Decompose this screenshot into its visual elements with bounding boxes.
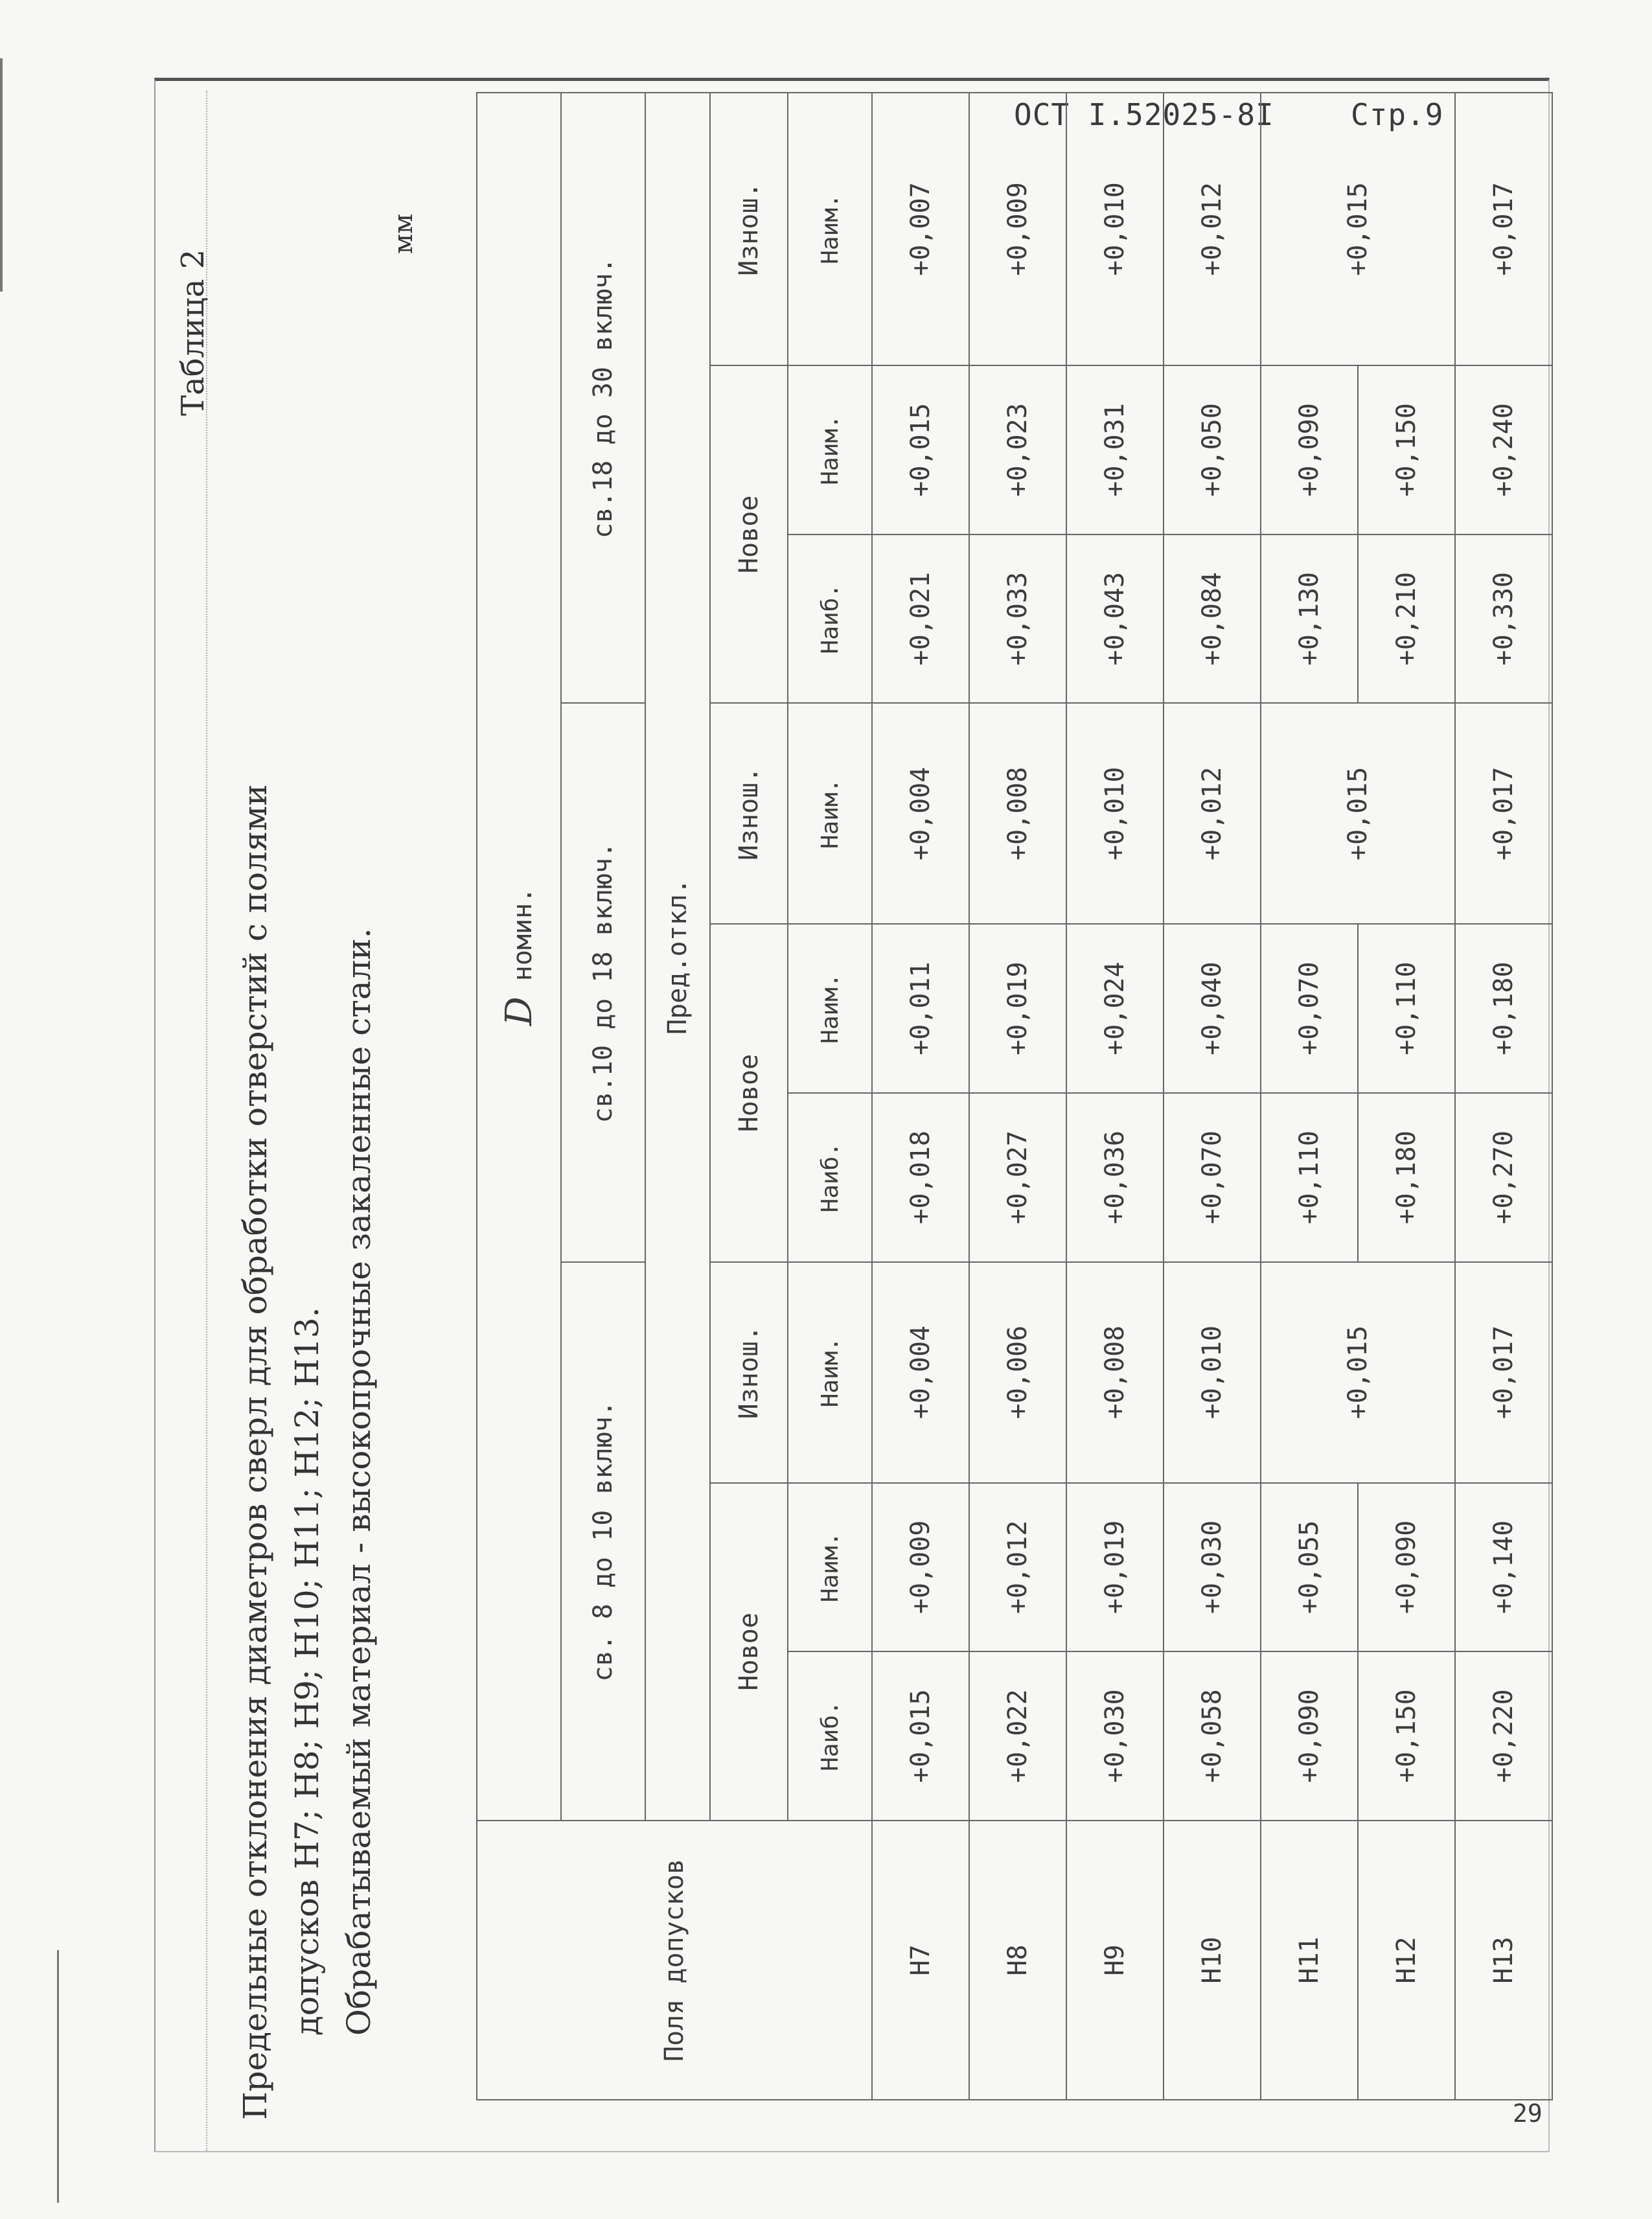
field-cell: Н8	[969, 1821, 1066, 2100]
header-naib: Наиб.	[788, 1651, 872, 1821]
header-novoe-1: Новое	[710, 1483, 788, 1821]
value-cell: +0,018	[872, 1093, 969, 1262]
field-cell: Н10	[1164, 1821, 1261, 2100]
header-naim: Наим.	[788, 703, 872, 924]
field-cell: Н7	[872, 1821, 969, 2100]
value-cell: +0,010	[1066, 703, 1164, 924]
caption-line-3: Обрабатываемый материал - высокопрочные закаленные стали.	[340, 928, 378, 2036]
value-cell: +0,130	[1261, 535, 1358, 704]
header-iznosh-2: Изнош.	[710, 703, 788, 924]
value-cell: +0,070	[1164, 1093, 1261, 1262]
value-cell: +0,023	[969, 365, 1066, 535]
value-cell: +0,007	[872, 93, 969, 365]
value-cell: +0,012	[1164, 703, 1261, 924]
value-cell: +0,150	[1358, 1651, 1455, 1821]
scan-edge-mark	[57, 1950, 59, 2203]
value-cell: +0,027	[969, 1093, 1066, 1262]
standard-designation: ОСТ I.52025-8I	[1014, 97, 1274, 132]
field-cell: Н13	[1455, 1821, 1552, 2100]
header-iznosh-1: Изнош.	[710, 1262, 788, 1483]
scan-edge-mark	[0, 58, 3, 292]
value-cell: +0,017	[1455, 703, 1552, 924]
value-cell: +0,009	[872, 1483, 969, 1652]
header-naib: Наиб.	[788, 535, 872, 704]
value-cell: +0,010	[1066, 93, 1164, 365]
value-cell: +0,030	[1164, 1483, 1261, 1652]
value-cell: +0,040	[1164, 924, 1261, 1093]
value-cell: +0,031	[1066, 365, 1164, 535]
value-cell: +0,180	[1455, 924, 1552, 1093]
d-symbol: D	[498, 996, 540, 1026]
field-cell: Н11	[1261, 1821, 1358, 2100]
header-novoe-3: Новое	[710, 365, 788, 703]
table-row	[1261, 93, 1358, 2100]
header-tolerance-fields: Поля допусков	[477, 1821, 872, 2100]
value-cell: +0,008	[1066, 1262, 1164, 1483]
value-cell: +0,050	[1164, 365, 1261, 535]
header-range-3: св.18 до 30 включ.	[561, 93, 645, 703]
value-cell: +0,220	[1455, 1651, 1552, 1821]
value-cell: +0,110	[1261, 1093, 1358, 1262]
header-range-2: св.10 до 18 включ.	[561, 703, 645, 1261]
value-cell: +0,019	[969, 924, 1066, 1093]
header-d-nominal	[477, 93, 561, 1821]
tolerance-table	[476, 92, 1553, 2100]
d-label: номин.	[507, 887, 538, 982]
table-row	[969, 93, 1066, 2100]
value-cell: +0,021	[872, 535, 969, 704]
header-naim: Наим.	[788, 93, 872, 365]
page-number: 29	[1513, 2099, 1543, 2128]
value-cell: +0,036	[1066, 1093, 1164, 1262]
value-cell: +0,043	[1066, 535, 1164, 704]
header-iznosh-3: Изнош.	[710, 93, 788, 365]
caption-line-2: допусков Н7; Н8; Н9; Н10; Н11; Н12; Н13.	[288, 1307, 326, 2036]
table-row	[1066, 93, 1164, 2100]
value-cell: +0,009	[969, 93, 1066, 365]
value-cell: +0,012	[969, 1483, 1066, 1652]
value-cell-merged: +0,015	[1261, 93, 1455, 365]
value-cell: +0,090	[1261, 365, 1358, 535]
header-naim: Наим.	[788, 924, 872, 1093]
rotated-table-block	[113, 53, 1539, 2165]
header-range-1: св. 8 до 10 включ.	[561, 1262, 645, 1821]
value-cell: +0,004	[872, 703, 969, 924]
value-cell: +0,055	[1261, 1483, 1358, 1652]
value-cell: +0,270	[1455, 1093, 1552, 1262]
value-cell: +0,240	[1455, 365, 1552, 535]
value-cell: +0,011	[872, 924, 969, 1093]
value-cell-merged: +0,015	[1261, 1262, 1455, 1483]
field-cell: Н9	[1066, 1821, 1164, 2100]
value-cell: +0,150	[1358, 365, 1455, 535]
value-cell: +0,140	[1455, 1483, 1552, 1652]
value-cell: +0,110	[1358, 924, 1455, 1093]
value-cell: +0,070	[1261, 924, 1358, 1093]
unit-label: мм	[389, 213, 419, 254]
table-row	[1455, 93, 1552, 2100]
value-cell: +0,024	[1066, 924, 1164, 1093]
caption-line-1: Предельные отклонения диаметров сверл для обработки отверстий с полями	[236, 784, 274, 2120]
value-cell: +0,004	[872, 1262, 969, 1483]
header-naim: Наим.	[788, 1483, 872, 1652]
header-naib: Наиб.	[788, 1093, 872, 1262]
value-cell: +0,330	[1455, 535, 1552, 704]
page-label: Стр.9	[1351, 97, 1444, 132]
value-cell: +0,019	[1066, 1483, 1164, 1652]
value-cell: +0,058	[1164, 1651, 1261, 1821]
table-number: Таблица 2	[175, 249, 211, 416]
value-cell: +0,017	[1455, 1262, 1552, 1483]
header-naim: Наим.	[788, 365, 872, 535]
value-cell-merged: +0,015	[1261, 703, 1455, 924]
value-cell: +0,180	[1358, 1093, 1455, 1262]
value-cell: +0,006	[969, 1262, 1066, 1483]
table-row	[872, 93, 969, 2100]
value-cell: +0,010	[1164, 1262, 1261, 1483]
header-pred-otkl: Пред.откл.	[645, 93, 710, 1821]
table-row	[1164, 93, 1261, 2100]
value-cell: +0,015	[872, 1651, 969, 1821]
value-cell: +0,033	[969, 535, 1066, 704]
value-cell: +0,210	[1358, 535, 1455, 704]
value-cell: +0,084	[1164, 535, 1261, 704]
field-cell: Н12	[1358, 1821, 1455, 2100]
value-cell: +0,015	[872, 365, 969, 535]
value-cell: +0,090	[1261, 1651, 1358, 1821]
header-novoe-2: Новое	[710, 924, 788, 1261]
header-naim: Наим.	[788, 1262, 872, 1483]
value-cell: +0,008	[969, 703, 1066, 924]
value-cell: +0,012	[1164, 93, 1261, 365]
value-cell: +0,030	[1066, 1651, 1164, 1821]
table-row	[1358, 93, 1455, 2100]
value-cell: +0,090	[1358, 1483, 1455, 1652]
value-cell: +0,017	[1455, 93, 1552, 365]
value-cell: +0,022	[969, 1651, 1066, 1821]
